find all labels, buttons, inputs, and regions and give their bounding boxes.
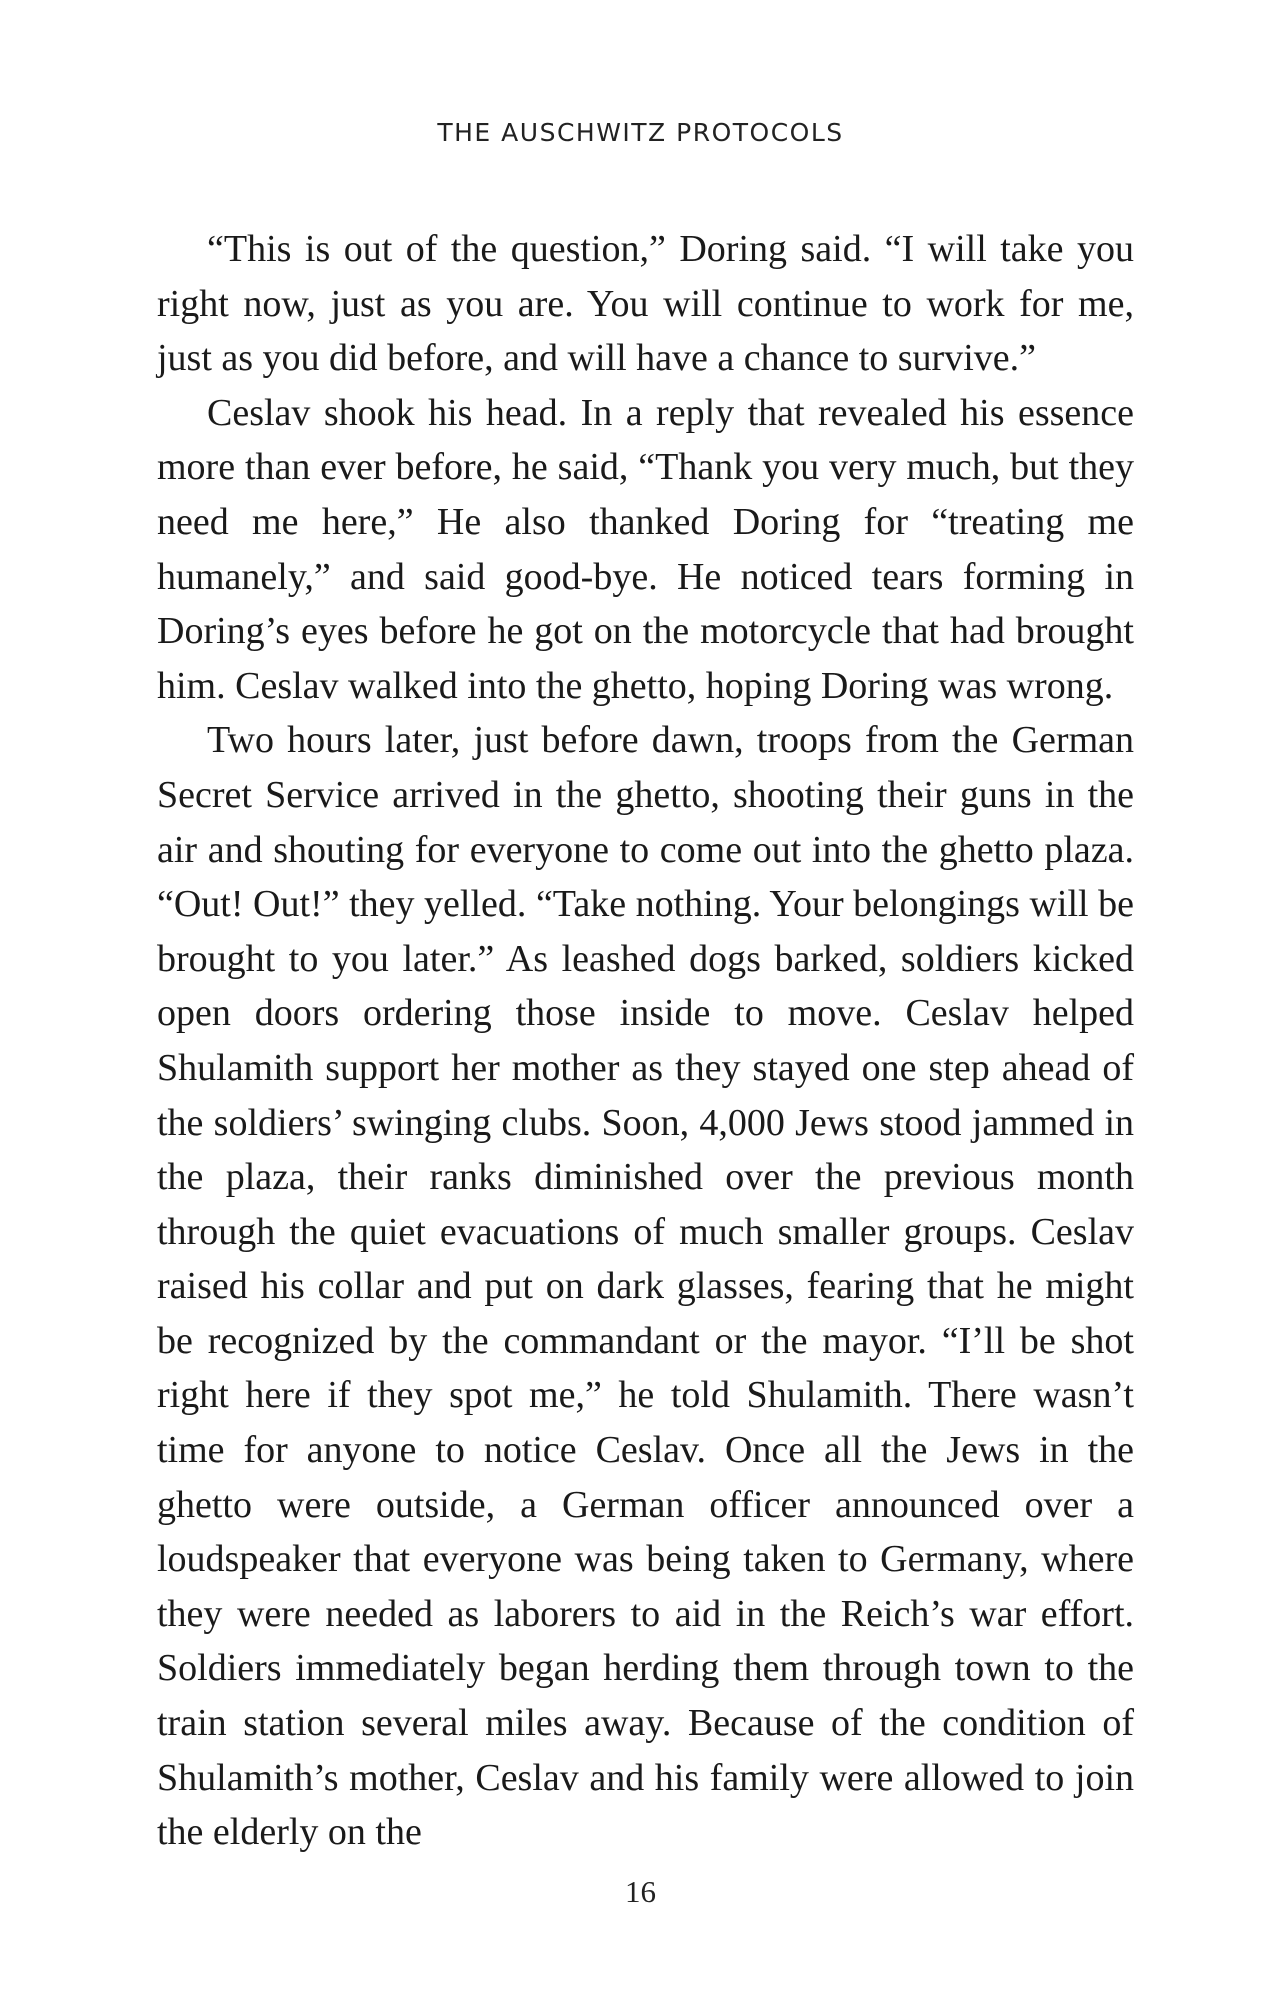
paragraph-2: Ceslav shook his head. In a reply that revealed his essence more than ever before, he said, “Thank you very much, but they need me here,” He also thanked Doring for “treating me humanely,” and said good-bye. He noticed tears forming in Doring’s eyes before he got on the motorcycle that had brought him. Ceslav walked into the ghetto, hoping Doring was wrong. <box>157 391 1134 707</box>
paragraph-3: Two hours later, just before dawn, troops from the German Secret Service arrived in the ghetto, shooting their guns in the air and shouting for everyone to come out into the ghetto plaza. “Out! Out!” they yelled. “Take nothing. Your belongings will be brought to you later.” As leashed dogs barked, soldiers kicked open doors ordering those inside to move. Ceslav helped Shulamith support her mother as they stayed one step ahead of the soldiers’ swinging clubs. Soon, 4,000 Jews stood jammed in the plaza, their ranks diminished over the previous month through the quiet evacuations of much smaller groups. Ceslav raised his collar and put on dark glasses, fearing that he might be recognized by the commandant or the mayor. “I’ll be shot right here if they spot me,” he told Shulamith. There wasn’t time for anyone to notice Ceslav. Once all the Jews in the ghetto were outside, a German officer announced over a loudspeaker that everyone was being taken to Germany, where they were needed as laborers to aid in the Reich’s war effort. Soldiers immediately began herding them through town to the train station several miles away. Because of the condition of Shulamith’s mother, Ceslav and his family were allowed to join the elderly on the <box>157 719 1134 1854</box>
running-head: THE AUSCHWITZ PROTOCOLS <box>437 118 844 147</box>
body-text <box>157 222 1134 1860</box>
paragraph-1: “This is out of the question,” Doring said. “I will take you right now, just as you are. You will continue to work for me, just as you did before, and will have a chance to survive.” <box>157 228 1134 380</box>
page-number: 16 <box>625 1874 656 1909</box>
